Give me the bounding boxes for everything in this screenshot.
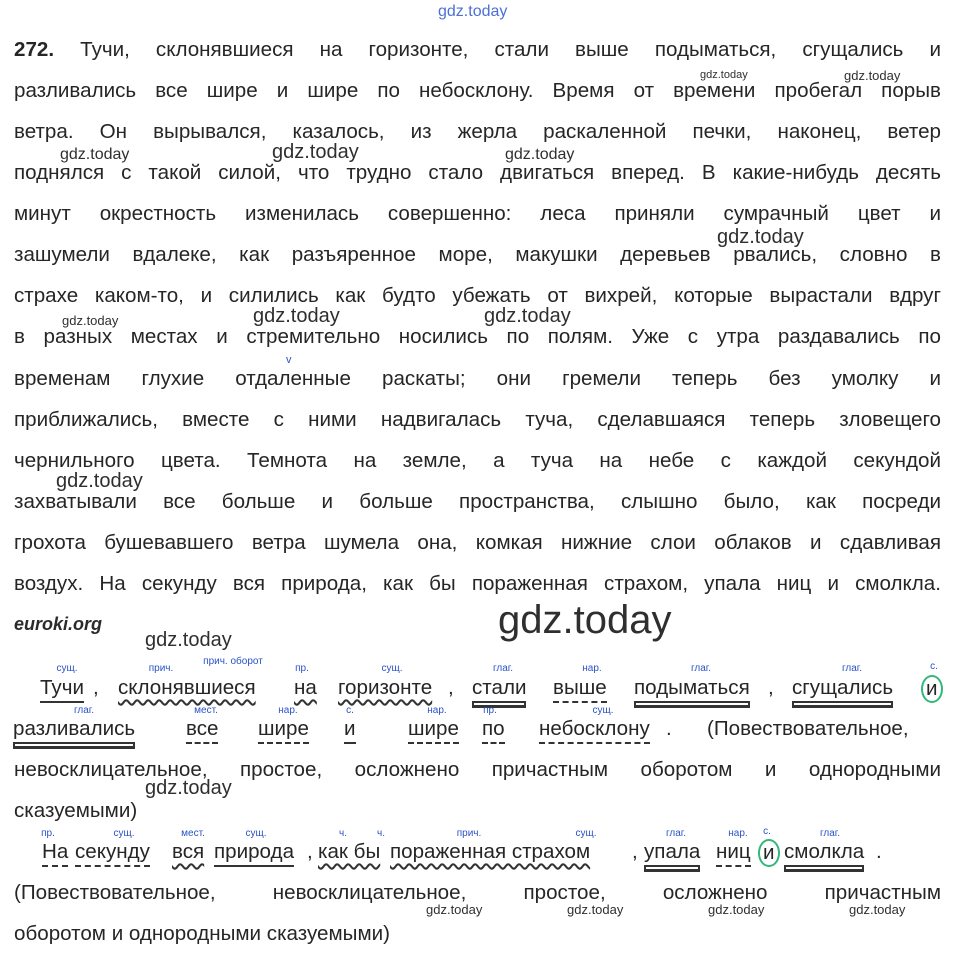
pos-tag: пр. xyxy=(483,705,497,716)
watermark: gdz.today xyxy=(56,470,143,492)
watermark: gdz.today xyxy=(567,902,624,917)
text-line-8: в разных местах и стремительно носились по полям. Уже с утра раздавались по xyxy=(14,325,941,348)
pos-tag: нар. xyxy=(427,705,447,716)
task-number: 272. xyxy=(14,38,55,61)
text-line-10: приближались, вместе с ними надвигалась туча, сделавшаяся теперь зловещего xyxy=(14,408,941,431)
text-line-7: страхе каком-то, и силились как будто убежать от вихрей, которые вырастали вдруг xyxy=(14,284,941,307)
watermark: gdz.today xyxy=(145,777,232,799)
pos-tag: прич. xyxy=(148,663,174,674)
pronoun-word: вся xyxy=(172,840,205,863)
text-line-2: разливались все шире и шире по небосклону. Время от времени пробегал порыв xyxy=(14,79,941,102)
pos-tag: сущ. xyxy=(575,828,597,839)
subject-word: природа xyxy=(214,840,294,867)
punctuation: , xyxy=(93,676,99,699)
pos-tag: с. xyxy=(346,705,354,716)
noun-word: горизонте xyxy=(338,676,433,699)
analysis-description: невосклицательное, простое, осложнено причастным оборотом и однородными xyxy=(14,758,941,781)
punctuation: , xyxy=(632,840,638,863)
predicate-word: разливались xyxy=(13,717,135,744)
subject-word: Тучи xyxy=(40,676,84,703)
preposition-word: на xyxy=(294,676,317,699)
pos-tag: сущ. xyxy=(245,828,267,839)
watermark: gdz.today xyxy=(700,69,748,81)
text-line-5: минут окрестность изменилась совершенно: леса приняли сумрачный цвет и xyxy=(14,202,941,225)
pos-tag: глаг. xyxy=(492,663,514,674)
conjunction-word: и xyxy=(344,717,356,744)
text-line-1: 272. Тучи, склонявшиеся на горизонте, стали выше подыматься, сгущались и xyxy=(14,38,941,61)
watermark: gdz.today xyxy=(62,313,119,328)
pos-tag: с. xyxy=(930,661,938,672)
pos-tag: сущ. xyxy=(381,663,403,674)
watermark: gdz.today xyxy=(717,226,804,248)
pos-tag: пр. xyxy=(41,828,55,839)
pronoun-word: все xyxy=(186,717,218,744)
pos-tag: прич. xyxy=(456,828,482,839)
text-line-12: захватывали все больше и больше пространства, слышно было, как посреди xyxy=(14,490,941,513)
watermark: gdz.today xyxy=(484,305,571,327)
punctuation: , xyxy=(768,676,774,699)
adverb-word: ниц xyxy=(716,840,751,867)
watermark: gdz.today xyxy=(253,305,340,327)
watermark: gdz.today xyxy=(60,146,130,163)
pos-tag: ч. xyxy=(339,828,347,839)
particle-word: как бы xyxy=(318,840,381,863)
pos-tag: нар. xyxy=(728,828,748,839)
pos-tag: нар. xyxy=(582,663,602,674)
punctuation: . xyxy=(876,840,882,863)
predicate-word: сгущались xyxy=(792,676,893,703)
pos-tag: пр. xyxy=(295,663,309,674)
pos-tag: с. xyxy=(763,826,771,837)
conjunction-circled: и xyxy=(758,839,780,867)
source-label: euroki.org xyxy=(14,614,103,634)
predicate-word: подыматься xyxy=(634,676,750,703)
header-watermark: gdz.today xyxy=(438,3,508,20)
adverb-word: шире xyxy=(408,717,459,744)
text-line-11: чернильного цвета. Темнота на земле, а туча на небе с каждой секундой xyxy=(14,449,941,472)
conjunction-circled: и xyxy=(921,675,943,703)
pos-tag: глаг. xyxy=(665,828,687,839)
preposition-word: На xyxy=(42,840,68,867)
punctuation: . xyxy=(666,717,672,740)
punctuation: , xyxy=(307,840,313,863)
watermark: gdz.today xyxy=(844,68,901,83)
pos-tag: глаг. xyxy=(819,828,841,839)
watermark: gdz.today xyxy=(426,902,483,917)
pos-tag: сущ. xyxy=(592,705,614,716)
object-word: небосклону xyxy=(539,717,650,744)
text-line-14: воздух. На секунду вся природа, как бы пораженная страхом, упала ниц и смолкла. xyxy=(14,572,941,595)
preposition-word: по xyxy=(482,717,505,744)
pos-tag: ч. xyxy=(377,828,385,839)
participle-word: склонявшиеся xyxy=(118,676,256,699)
watermark: gdz.today xyxy=(708,902,765,917)
pos-tag: сущ. xyxy=(56,663,78,674)
pos-tag: сущ. xyxy=(113,828,135,839)
noun-word: секунду xyxy=(75,840,150,867)
watermark: gdz.today xyxy=(849,902,906,917)
text-line-4: поднялся с такой силой, что трудно стало двигаться вперед. В какие-нибудь десять xyxy=(14,161,941,184)
adverb-word: шире xyxy=(258,717,309,744)
stress-mark: v xyxy=(286,354,292,366)
watermark: gdz.today xyxy=(272,141,359,163)
analysis-description: (Повествовательное, невосклицательное, простое, осложнено причастным xyxy=(14,881,941,904)
text-line-6: зашумели вдалеке, как разъяренное море, макушки деревьев рвались, словно в xyxy=(14,243,941,266)
predicate-word: стали xyxy=(472,676,526,703)
watermark: gdz.today xyxy=(505,146,575,163)
predicate-word: упала xyxy=(644,840,700,867)
text-line-9: временам глухие отдаленные раскаты; они гремели теперь без умолку и xyxy=(14,367,941,390)
watermark: gdz.today xyxy=(145,629,232,651)
pos-tag: мест. xyxy=(194,705,218,716)
analysis-description: (Повествовательное, xyxy=(707,717,909,740)
pos-tag: глаг. xyxy=(841,663,863,674)
pos-tag: прич. оборот xyxy=(203,656,263,667)
analysis-description: сказуемыми) xyxy=(14,799,138,822)
analysis-description: оборотом и однородными сказуемыми) xyxy=(14,922,390,945)
watermark: gdz.today xyxy=(498,598,672,642)
pos-tag: мест. xyxy=(181,828,205,839)
adverb-word: выше xyxy=(553,676,607,703)
pos-tag: глаг. xyxy=(73,705,95,716)
punctuation: , xyxy=(448,676,454,699)
text-line-3: ветра. Он вырывался, казалось, из жерла раскаленной печки, наконец, ветер xyxy=(14,120,941,143)
pos-tag: глаг. xyxy=(690,663,712,674)
participle-word: пораженная страхом xyxy=(390,840,591,863)
text-line-13: грохота бушевавшего ветра шумела она, комкая нижние слои облаков и сдавливая xyxy=(14,531,941,554)
pos-tag: нар. xyxy=(278,705,298,716)
predicate-word: смолкла xyxy=(784,840,864,867)
